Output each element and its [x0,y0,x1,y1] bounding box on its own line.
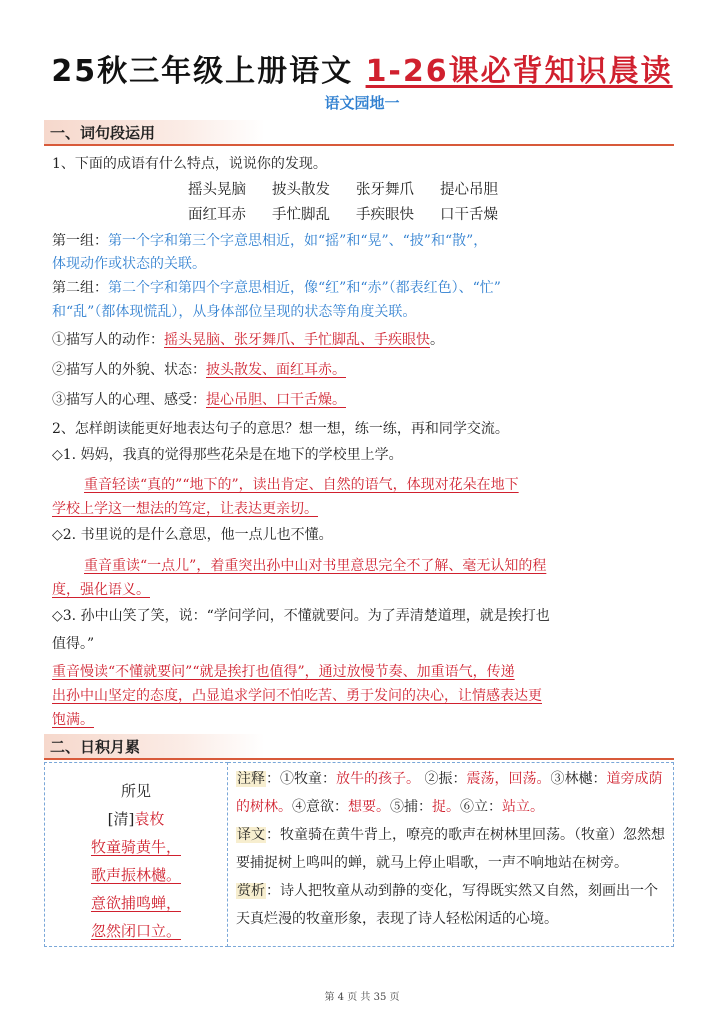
poem-notes-cell [228,763,674,947]
analysis-label: 赏析 [237,883,265,899]
category-end: 。 [430,332,444,348]
note-def: 捉。 [432,799,460,815]
note-term: ①牧童： [280,771,336,787]
title-red: 1-26课必背知识晨读 [365,54,673,89]
idiom: 面红耳赤 [188,207,246,223]
notes-label: 注释 [237,771,265,787]
category-label: ①描写人的动作： [52,332,164,348]
analysis-text: 诗人把牧童从动到静的变化，写得既实然又自然，刻 [280,883,602,899]
group-1-text: 第一个字和第三个字意思相近，如“摇”和“晃”、“披”和“散”， [108,233,488,249]
idioms-row-2 [188,205,524,225]
poem-line: 忽然闭口立。 [90,922,181,940]
note-term: ⑥立： [460,799,502,815]
sentence-3-line-2: 值得。” [52,636,95,652]
answer-3-line-1: 重音慢读“不懂就要问”“就是挨打也值得”，通过放慢节奏、加重语气，传递 [52,664,515,680]
section-heading-words-sentences: 一、词句段运用 [44,120,674,146]
idioms-row-1 [188,180,524,200]
translation-text: 童）忽然想要捕捉树上鸣叫的蝉，就马上停止唱歌，一声不 [236,827,665,871]
page-footer: 第 4 页 共 35 页 [324,992,400,1003]
poem-text-cell [45,763,228,947]
poem-line: 牧童骑黄牛， [90,838,181,856]
category-appearance [52,360,346,380]
category-psychology [52,390,346,410]
poem-table [44,762,674,947]
analysis-text: 画出一个天真烂漫的牧童形象，表现了诗人轻松闲适的心 [236,883,658,927]
translation-text: 响地站在树旁。 [530,855,628,871]
sentence-2: ◇2. 书里说的是什么意思，他一点儿也不懂。 [52,527,333,543]
category-label: ③描写人的心理、感受： [52,392,206,408]
notes-block: 注释：①牧童：放牛的孩子。 ②振：震荡，回荡。③林樾：道旁成荫的树林。④意欲：想要。⑤捕：捉。⑥立：站立。 [236,771,663,815]
group-1-line-2: 体现动作或状态的关联。 [52,256,206,272]
answer-1-line-1: 重音轻读“真的”“地下的”，读出肯定、自然的语气，体现对花朵在地下 [84,477,519,493]
group-2-label: 第二组： [52,280,108,296]
analysis-text: 境。 [530,911,558,927]
idiom: 披头散发 [272,182,330,198]
translation-label: 译文 [237,827,265,843]
title-black: 25秋三年级上册语文 [51,54,354,89]
translation-block: 译文：牧童骑在黄牛背上，嘹亮的歌声在树林里回荡。（牧童）忽然想要捕捉树上鸣叫的蝉，就马上停止唱歌，一声不响地站在树旁。 [236,827,665,871]
poem-title: 所见 [120,782,151,800]
sentence-1: ◇1. 妈妈，我真的觉得那些花朵是在地下的学校里上学。 [52,447,403,463]
question-2: 2、怎样朗读能更好地表达句子的意思？想一想，练一练，再和同学交流。 [52,421,509,437]
category-answer: 摇头晃脑、张牙舞爪、手忙脚乱、手疾眼快 [164,332,430,348]
note-def: 想要。 [348,799,390,815]
analysis-block: 赏析：诗人把牧童从动到静的变化，写得既实然又自然，刻画出一个天真烂漫的牧童形象，表现了诗人轻松闲适的心境。 [236,883,658,927]
idiom: 手忙脚乱 [272,207,330,223]
sentence-3-line-1: ◇3. 孙中山笑了笑，说：“学问学问，不懂就要问。为了弄清楚道理，就是挨打也 [52,608,550,624]
answer-2-line-2: 度，强化语义。 [52,582,150,598]
group-2-line-1 [52,278,501,298]
group-2-line-2: 和“乱”（都体现慌乱），从身体部位呈现的状态等角度关联。 [52,304,417,320]
idiom: 口干舌燥 [440,207,498,223]
answer-3-line-3: 饱满。 [52,712,94,728]
poem-line: 歌声振林樾。 [90,866,181,884]
question-1: 1、下面的成语有什么特点，说说你的发现。 [52,156,327,172]
note-term: ⑤捕： [390,799,432,815]
category-answer: 提心吊胆、口干舌燥。 [206,392,346,408]
page-subtitle: 语文园地一 [324,94,400,112]
category-label: ②描写人的外貌、状态： [52,362,206,378]
group-1-line-1 [52,231,487,251]
category-actions [52,330,444,350]
poem-line: 意欲捕鸣蝉， [90,894,181,912]
group-1-label: 第一组： [52,233,108,249]
note-term: ②振： [424,771,467,787]
note-term: ④意欲： [292,799,348,815]
note-def: 放牛的孩子。 [336,771,420,787]
note-def: 道旁成荫的树林。 [236,771,663,815]
idiom: 手疾眼快 [356,207,414,223]
translation-text: 牧童骑在黄牛背上，嘹亮的歌声在树林里回荡。（牧 [280,827,595,843]
category-answer: 披头散发、面红耳赤。 [206,362,346,378]
poem-author [46,805,226,833]
answer-2-line-1: 重音重读“一点儿”，着重突出孙中山对书里意思完全不了解、毫无认知的程 [84,558,547,574]
note-term: ③林樾： [550,771,607,787]
note-def: 震荡，回荡。 [466,771,551,787]
answer-1-line-2: 学校上学这一想法的笃定，让表达更亲切。 [52,501,318,517]
idiom: 摇头晃脑 [188,182,246,198]
idiom: 提心吊胆 [440,182,498,198]
page-title [0,46,724,90]
poem-author-name: 袁枚 [134,810,165,828]
section-heading-accumulation: 二、日积月累 [44,734,674,760]
note-def: 站立。 [502,799,544,815]
group-2-text: 第二个字和第四个字意思相近，像“红”和“赤”（都表红色）、“忙” [108,280,501,296]
idiom: 张牙舞爪 [356,182,414,198]
poem-dynasty: [清] [107,810,135,828]
answer-3-line-2: 出孙中山坚定的态度，凸显追求学问不怕吃苦、勇于发问的决心，让情感表达更 [52,688,542,704]
